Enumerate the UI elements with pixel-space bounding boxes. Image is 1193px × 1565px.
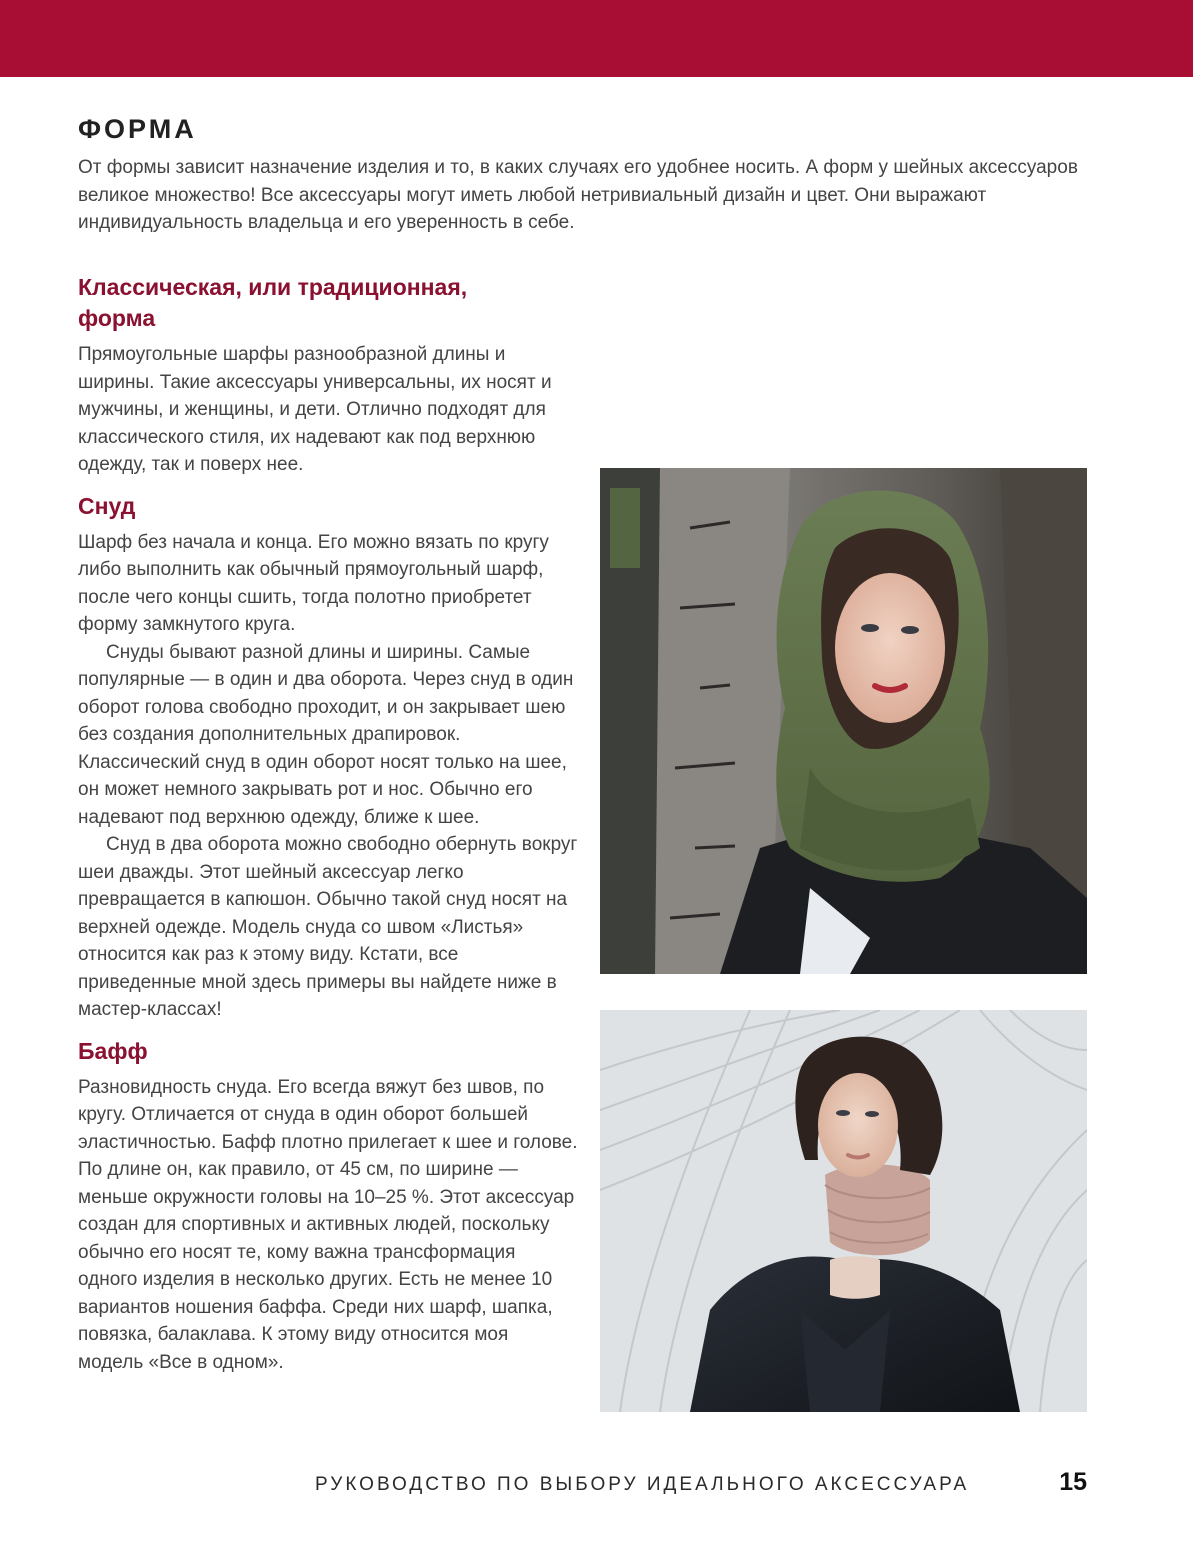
classic-heading [78, 272, 578, 334]
photo-snood-hood [600, 468, 1087, 974]
snood-paragraph-1: Шарф без начала и конца. Его можно вязать по кругу либо выполнить как обычный прямоугольный шарф, после чего концы сшить, тогда полотно приобретет форму замкнутого круга. [78, 531, 549, 635]
classic-heading-line2: форма [78, 305, 156, 331]
footer-book-title: РУКОВОДСТВО ПО ВЫБОРУ ИДЕАЛЬНОГО АКСЕССУАРА [315, 1474, 970, 1495]
classic-heading-line1: Классическая, или традиционная, [78, 274, 468, 300]
snood-paragraph-2: Снуды бывают разной длины и ширины. Самые популярные — в один и два оборота. Через снуд в один оборот голова свободно проходит, и он закрывает шею без создания дополнительных драпировок. Классический снуд в один оборот носят только на шее, он может немного закрывать рот и нос. Обычно его надевают под верхнюю одежду, ближе к шее. [78, 641, 574, 828]
page-title: ФОРМА [78, 114, 197, 144]
header-color-bar [0, 0, 1193, 77]
text-column [78, 272, 578, 1376]
intro-paragraph: От формы зависит назначение изделия и то, в каких случаях его удобнее носить. А форм у шейных аксессуаров великое множество! Все аксессуары могут иметь любой нетривиальный дизайн и цвет. Они выражают индивидуальность владельца и его уверенность в себе. [78, 157, 1078, 233]
classic-paragraph: Прямоугольные шарфы разнообразной длины и ширины. Такие аксессуары универсальны, их носят и мужчины, и женщины, и дети. Отлично подходят для классического стиля, их надевают как под верхнюю одежду, так и поверх нее. [78, 344, 552, 475]
photo-buff [600, 1010, 1087, 1412]
page-number: 15 [1059, 1468, 1087, 1496]
snood-heading: Снуд [78, 492, 136, 519]
buff-paragraph: Разновидность снуда. Его всегда вяжут без швов, по кругу. Отличается от снуда в один оборот большей эластичностью. Бафф плотно прилегает к шее и голове. По длине он, как правило, от 45 см, по ширине — меньше окружности головы на 10–25 %. Этот аксессуар создан для спортивных и активных людей, поскольку обычно его носят те, кому важна трансформация одного изделия в несколько других. Есть не менее 10 вариантов ношения баффа. Среди них шарф, шапка, повязка, балаклава. К этому виду относится моя модель «Все в одном». [78, 1076, 578, 1373]
snood-paragraph-3: Снуд в два оборота можно свободно обернуть вокруг шеи дважды. Этот шейный аксессуар легко превращается в капюшон. Обычно такой снуд носят на верхней одежде. Модель снуда со швом «Листья» относится как раз к этому виду. Кстати, все приведенные мной здесь примеры вы найдете ниже в мастер-классах! [78, 834, 578, 1020]
buff-heading: Бафф [78, 1037, 148, 1064]
